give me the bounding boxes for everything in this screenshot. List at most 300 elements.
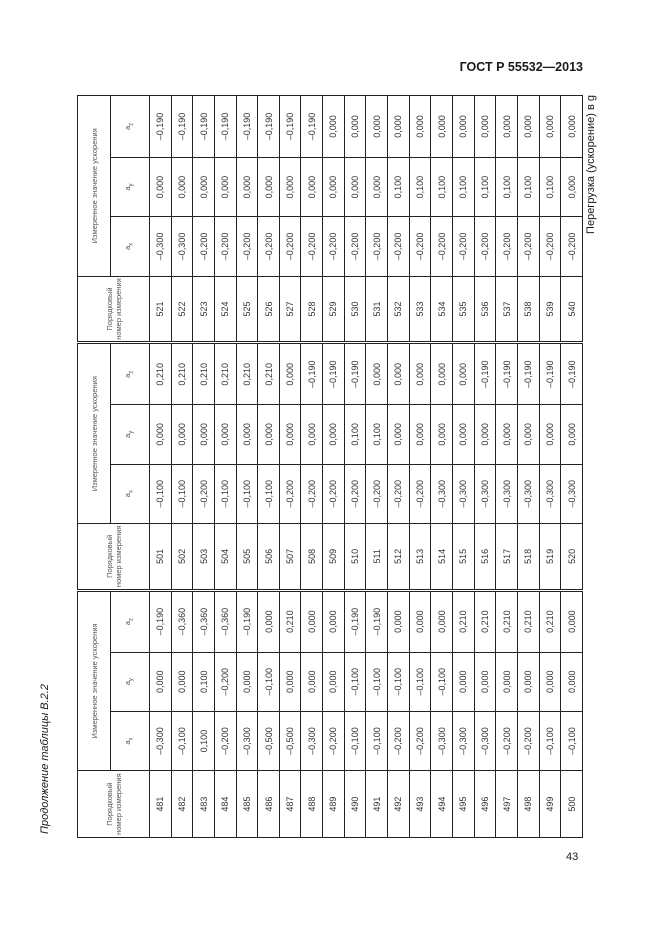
value-az: –0,360 <box>171 590 193 652</box>
units-note: Перегрузка (ускорение) в g <box>585 95 597 234</box>
value-ax: –0,200 <box>193 464 215 523</box>
table-row <box>409 96 431 838</box>
measurement-number: 524 <box>214 276 236 343</box>
value-ax: –0,300 <box>561 464 583 523</box>
value-az: 0,000 <box>431 343 453 405</box>
axis-subscript: y <box>128 183 135 187</box>
measurement-number: 506 <box>258 523 280 590</box>
value-az: 0,210 <box>171 343 193 405</box>
axis-symbol: a <box>123 740 133 745</box>
value-ax: –0,100 <box>561 711 583 770</box>
measurement-number: 482 <box>171 771 193 838</box>
axis-symbol: a <box>123 245 133 251</box>
table-caption: Продолжение таблицы В.2.2 <box>39 684 51 834</box>
value-az: –0,360 <box>193 590 215 652</box>
value-ax: –0,200 <box>517 711 539 770</box>
value-ax: –0,200 <box>496 217 518 276</box>
value-ay: 0,000 <box>474 405 496 464</box>
measurement-number: 528 <box>301 276 323 343</box>
column-header-measured: Измеренное значение ускорения <box>78 590 111 771</box>
value-ax: –0,200 <box>236 217 258 276</box>
value-ay: 0,000 <box>388 405 410 464</box>
measurement-number: 515 <box>452 523 474 590</box>
measurement-number: 491 <box>366 771 388 838</box>
value-ax: –0,200 <box>409 711 431 770</box>
value-ay: 0,000 <box>496 405 518 464</box>
value-az: –0,190 <box>366 590 388 652</box>
value-az: 0,000 <box>409 96 431 158</box>
value-ax: –0,200 <box>214 217 236 276</box>
value-ax: –0,100 <box>366 711 388 770</box>
axis-subscript: y <box>128 430 135 434</box>
table-row <box>561 96 583 838</box>
value-ay: 0,000 <box>517 405 539 464</box>
value-ay: 0,000 <box>561 157 583 216</box>
column-header-number: Порядковый номер измерения <box>78 771 150 838</box>
value-ay: 0,100 <box>517 157 539 216</box>
value-az: 0,000 <box>258 590 280 652</box>
axis-symbol: a <box>123 125 133 131</box>
measurement-number: 539 <box>539 276 561 343</box>
value-ax: –0,200 <box>409 464 431 523</box>
value-az: 0,000 <box>409 590 431 652</box>
value-az: 0,000 <box>561 590 583 652</box>
value-ay: –0,200 <box>214 652 236 711</box>
table-row <box>366 96 388 838</box>
value-ax: –0,200 <box>409 217 431 276</box>
value-ay: 0,000 <box>193 157 215 216</box>
value-ax: –0,200 <box>279 464 301 523</box>
value-ax: –0,100 <box>236 464 258 523</box>
column-header-az <box>111 96 150 158</box>
value-az: 0,000 <box>388 96 410 158</box>
value-ay: 0,000 <box>323 652 345 711</box>
value-az: 0,000 <box>366 343 388 405</box>
measurement-number: 496 <box>474 771 496 838</box>
value-az: 0,000 <box>388 343 410 405</box>
value-az: 0,000 <box>366 96 388 158</box>
value-ax: –0,200 <box>344 464 366 523</box>
measurement-number: 519 <box>539 523 561 590</box>
value-az: –0,190 <box>517 343 539 405</box>
axis-symbol: a <box>123 621 133 626</box>
value-az: –0,190 <box>561 343 583 405</box>
value-ay: 0,000 <box>214 157 236 216</box>
value-ay: 0,000 <box>236 157 258 216</box>
value-ax: –0,300 <box>474 464 496 523</box>
value-ay: 0,000 <box>301 405 323 464</box>
value-az: –0,190 <box>171 96 193 158</box>
column-header-ax <box>111 217 150 276</box>
measurement-number: 512 <box>388 523 410 590</box>
measurement-number: 513 <box>409 523 431 590</box>
table-row <box>171 96 193 838</box>
table-row <box>388 96 410 838</box>
table-row <box>193 96 215 838</box>
axis-symbol: a <box>123 373 133 378</box>
value-ax: –0,100 <box>171 711 193 770</box>
value-ay: 0,000 <box>323 405 345 464</box>
value-az: –0,190 <box>323 343 345 405</box>
value-ax: –0,300 <box>150 217 172 276</box>
measurement-number: 516 <box>474 523 496 590</box>
value-ay: 0,000 <box>366 157 388 216</box>
value-az: 0,210 <box>496 590 518 652</box>
value-ay: 0,000 <box>279 652 301 711</box>
value-az: 0,000 <box>409 343 431 405</box>
value-ay: 0,100 <box>344 405 366 464</box>
value-ay: 0,000 <box>150 652 172 711</box>
value-ax: –0,300 <box>150 711 172 770</box>
value-az: –0,190 <box>236 590 258 652</box>
measurement-number: 529 <box>323 276 345 343</box>
measurement-number: 490 <box>344 771 366 838</box>
header-row <box>78 96 111 838</box>
measurement-number: 525 <box>236 276 258 343</box>
table-row <box>539 96 561 838</box>
measurement-number: 505 <box>236 523 258 590</box>
value-ax: –0,200 <box>517 217 539 276</box>
value-ay: –0,100 <box>409 652 431 711</box>
axis-subscript: y <box>128 678 135 682</box>
value-ax: –0,200 <box>539 217 561 276</box>
measurement-number: 536 <box>474 276 496 343</box>
value-ay: 0,000 <box>236 405 258 464</box>
value-az: 0,210 <box>193 343 215 405</box>
measurement-number: 488 <box>301 771 323 838</box>
value-ax: –0,500 <box>258 711 280 770</box>
column-header-measured: Измеренное значение ускорения <box>78 96 111 277</box>
value-ax: –0,100 <box>344 711 366 770</box>
value-ay: 0,000 <box>344 157 366 216</box>
value-ay: 0,000 <box>561 652 583 711</box>
axis-symbol: a <box>123 681 133 686</box>
value-ay: 0,000 <box>171 157 193 216</box>
measurement-number: 527 <box>279 276 301 343</box>
value-az: –0,190 <box>344 343 366 405</box>
value-ay: 0,100 <box>409 157 431 216</box>
measurement-number: 495 <box>452 771 474 838</box>
value-az: 0,210 <box>279 590 301 652</box>
measurement-number: 504 <box>214 523 236 590</box>
measurement-number: 535 <box>452 276 474 343</box>
value-ay: 0,000 <box>171 405 193 464</box>
value-ay: 0,000 <box>452 652 474 711</box>
value-ay: 0,000 <box>150 405 172 464</box>
value-ay: 0,000 <box>474 652 496 711</box>
value-az: 0,210 <box>258 343 280 405</box>
value-ax: –0,200 <box>388 464 410 523</box>
value-az: 0,000 <box>517 96 539 158</box>
value-az: 0,210 <box>474 590 496 652</box>
column-header-number: Порядковый номер измерения <box>78 276 150 343</box>
measurement-number: 494 <box>431 771 453 838</box>
value-ax: –0,100 <box>258 464 280 523</box>
column-header-number: Порядковый номер измерения <box>78 523 150 590</box>
measurement-number: 507 <box>279 523 301 590</box>
measurement-number: 514 <box>431 523 453 590</box>
value-ax: –0,200 <box>366 217 388 276</box>
value-ax: –0,200 <box>323 711 345 770</box>
value-ay: 0,000 <box>561 405 583 464</box>
value-ay: 0,000 <box>496 652 518 711</box>
value-ax: 0,100 <box>193 711 215 770</box>
value-az: –0,190 <box>193 96 215 158</box>
value-ay: 0,000 <box>431 405 453 464</box>
value-az: –0,190 <box>258 96 280 158</box>
value-ay: 0,100 <box>496 157 518 216</box>
axis-subscript: z <box>128 122 135 126</box>
measurement-number: 501 <box>150 523 172 590</box>
value-az: –0,190 <box>150 590 172 652</box>
value-ax: –0,500 <box>279 711 301 770</box>
value-ax: –0,300 <box>452 464 474 523</box>
value-ax: –0,200 <box>279 217 301 276</box>
document-standard-header: ГОСТ Р 55532—2013 <box>459 60 583 74</box>
value-ay: 0,000 <box>258 157 280 216</box>
axis-symbol: a <box>123 493 133 498</box>
value-az: 0,000 <box>474 96 496 158</box>
value-ax: –0,100 <box>214 464 236 523</box>
value-ax: –0,300 <box>171 217 193 276</box>
value-az: 0,210 <box>236 343 258 405</box>
value-ax: –0,300 <box>474 711 496 770</box>
measurement-number: 508 <box>301 523 323 590</box>
value-ax: –0,200 <box>388 711 410 770</box>
page-number: 43 <box>566 851 579 863</box>
value-ax: –0,200 <box>388 217 410 276</box>
value-ax: –0,200 <box>496 711 518 770</box>
table-row <box>279 96 301 838</box>
value-az: –0,190 <box>301 343 323 405</box>
value-az: –0,190 <box>474 343 496 405</box>
measurement-number: 486 <box>258 771 280 838</box>
measurement-number: 510 <box>344 523 366 590</box>
value-ay: 0,000 <box>214 405 236 464</box>
value-ax: –0,200 <box>193 217 215 276</box>
measurement-number: 489 <box>323 771 345 838</box>
measurement-number: 530 <box>344 276 366 343</box>
value-az: 0,210 <box>452 590 474 652</box>
column-header-ay <box>111 405 150 464</box>
axis-subscript: x <box>128 242 135 246</box>
measurement-number: 481 <box>150 771 172 838</box>
value-ax: –0,100 <box>150 464 172 523</box>
value-az: 0,000 <box>561 96 583 158</box>
value-ay: –0,100 <box>431 652 453 711</box>
value-ay: 0,100 <box>193 652 215 711</box>
measurement-number: 483 <box>193 771 215 838</box>
value-ax: –0,200 <box>323 464 345 523</box>
value-ax: –0,300 <box>452 711 474 770</box>
table-row <box>214 96 236 838</box>
table-row <box>236 96 258 838</box>
value-ay: 0,000 <box>301 157 323 216</box>
value-ax: –0,200 <box>561 217 583 276</box>
value-az: –0,190 <box>214 96 236 158</box>
value-ay: 0,000 <box>452 405 474 464</box>
value-ax: –0,100 <box>171 464 193 523</box>
value-ax: –0,300 <box>301 711 323 770</box>
value-ay: 0,000 <box>409 405 431 464</box>
value-az: 0,000 <box>431 96 453 158</box>
measurement-number: 517 <box>496 523 518 590</box>
table-row <box>452 96 474 838</box>
value-ax: –0,300 <box>431 711 453 770</box>
value-az: –0,190 <box>301 96 323 158</box>
axis-symbol: a <box>123 186 133 191</box>
measurement-number: 493 <box>409 771 431 838</box>
value-az: –0,190 <box>496 343 518 405</box>
value-ay: 0,000 <box>301 652 323 711</box>
value-ay: 0,100 <box>474 157 496 216</box>
measurement-number: 526 <box>258 276 280 343</box>
measurement-number: 499 <box>539 771 561 838</box>
value-az: 0,000 <box>301 590 323 652</box>
value-ay: 0,000 <box>539 652 561 711</box>
value-ay: 0,000 <box>279 157 301 216</box>
measurement-number: 487 <box>279 771 301 838</box>
value-az: 0,000 <box>388 590 410 652</box>
measurement-number: 511 <box>366 523 388 590</box>
value-ay: 0,000 <box>150 157 172 216</box>
table-row <box>323 96 345 838</box>
value-ax: –0,300 <box>496 464 518 523</box>
measurement-number: 484 <box>214 771 236 838</box>
value-ay: 0,100 <box>539 157 561 216</box>
column-header-measured: Измеренное значение ускорения <box>78 343 111 524</box>
value-az: 0,000 <box>539 96 561 158</box>
value-ay: 0,000 <box>323 157 345 216</box>
column-header-az <box>111 343 150 405</box>
column-header-ax <box>111 711 150 770</box>
value-ay: 0,000 <box>236 652 258 711</box>
value-az: 0,000 <box>496 96 518 158</box>
value-ax: –0,200 <box>214 711 236 770</box>
measurement-number: 531 <box>366 276 388 343</box>
measurement-number: 502 <box>171 523 193 590</box>
value-ax: –0,200 <box>323 217 345 276</box>
value-ay: –0,100 <box>366 652 388 711</box>
measurement-number: 500 <box>561 771 583 838</box>
subheader-row <box>111 96 150 838</box>
table-row <box>517 96 539 838</box>
value-az: 0,210 <box>214 343 236 405</box>
value-ay: 0,100 <box>431 157 453 216</box>
value-ax: –0,200 <box>301 217 323 276</box>
column-header-ay <box>111 157 150 216</box>
value-ay: –0,100 <box>344 652 366 711</box>
axis-subscript: z <box>128 370 135 374</box>
value-ax: –0,300 <box>539 464 561 523</box>
measurement-number: 534 <box>431 276 453 343</box>
value-ax: –0,200 <box>431 217 453 276</box>
value-az: 0,210 <box>150 343 172 405</box>
value-az: –0,190 <box>539 343 561 405</box>
value-az: –0,190 <box>236 96 258 158</box>
value-az: 0,000 <box>431 590 453 652</box>
measurement-number: 520 <box>561 523 583 590</box>
column-header-ax <box>111 464 150 523</box>
value-az: –0,190 <box>279 96 301 158</box>
value-ax: –0,300 <box>431 464 453 523</box>
measurement-number: 492 <box>388 771 410 838</box>
value-az: 0,000 <box>452 343 474 405</box>
measurement-number: 533 <box>409 276 431 343</box>
value-az: –0,190 <box>150 96 172 158</box>
value-ay: 0,100 <box>452 157 474 216</box>
value-ay: 0,000 <box>193 405 215 464</box>
table-row <box>344 96 366 838</box>
value-ax: –0,100 <box>539 711 561 770</box>
axis-subscript: x <box>128 737 135 741</box>
rotated-table-block <box>35 95 605 838</box>
column-header-az <box>111 590 150 652</box>
value-ay: 0,000 <box>171 652 193 711</box>
value-ay: 0,000 <box>539 405 561 464</box>
measurements-table <box>77 95 583 838</box>
value-ay: 0,100 <box>366 405 388 464</box>
value-ax: –0,200 <box>344 217 366 276</box>
measurement-number: 537 <box>496 276 518 343</box>
measurement-number: 540 <box>561 276 583 343</box>
value-ax: –0,200 <box>452 217 474 276</box>
measurement-number: 497 <box>496 771 518 838</box>
value-ay: –0,100 <box>388 652 410 711</box>
measurement-number: 523 <box>193 276 215 343</box>
value-ax: –0,200 <box>258 217 280 276</box>
value-ax: –0,300 <box>517 464 539 523</box>
table-row <box>431 96 453 838</box>
measurement-number: 509 <box>323 523 345 590</box>
measurement-number: 518 <box>517 523 539 590</box>
measurement-number: 485 <box>236 771 258 838</box>
value-az: 0,000 <box>323 590 345 652</box>
value-ay: –0,100 <box>258 652 280 711</box>
value-az: –0,360 <box>214 590 236 652</box>
value-ay: 0,100 <box>388 157 410 216</box>
table-row <box>496 96 518 838</box>
table-row <box>301 96 323 838</box>
axis-subscript: z <box>128 618 135 622</box>
measurement-number: 521 <box>150 276 172 343</box>
value-az: 0,000 <box>323 96 345 158</box>
measurement-number: 503 <box>193 523 215 590</box>
table-row <box>474 96 496 838</box>
measurement-number: 532 <box>388 276 410 343</box>
value-az: 0,000 <box>452 96 474 158</box>
measurement-number: 522 <box>171 276 193 343</box>
table-row <box>258 96 280 838</box>
value-az: 0,000 <box>344 96 366 158</box>
value-az: 0,210 <box>517 590 539 652</box>
measurement-number: 538 <box>517 276 539 343</box>
axis-subscript: x <box>128 490 135 494</box>
value-az: –0,190 <box>344 590 366 652</box>
value-ay: 0,000 <box>258 405 280 464</box>
table-row <box>150 96 172 838</box>
value-ax: –0,300 <box>236 711 258 770</box>
value-az: 0,210 <box>539 590 561 652</box>
value-ax: –0,200 <box>474 217 496 276</box>
value-ay: 0,000 <box>279 405 301 464</box>
value-ax: –0,200 <box>301 464 323 523</box>
axis-symbol: a <box>123 433 133 438</box>
value-ax: –0,200 <box>366 464 388 523</box>
value-az: 0,000 <box>279 343 301 405</box>
measurement-number: 498 <box>517 771 539 838</box>
value-ay: 0,000 <box>517 652 539 711</box>
